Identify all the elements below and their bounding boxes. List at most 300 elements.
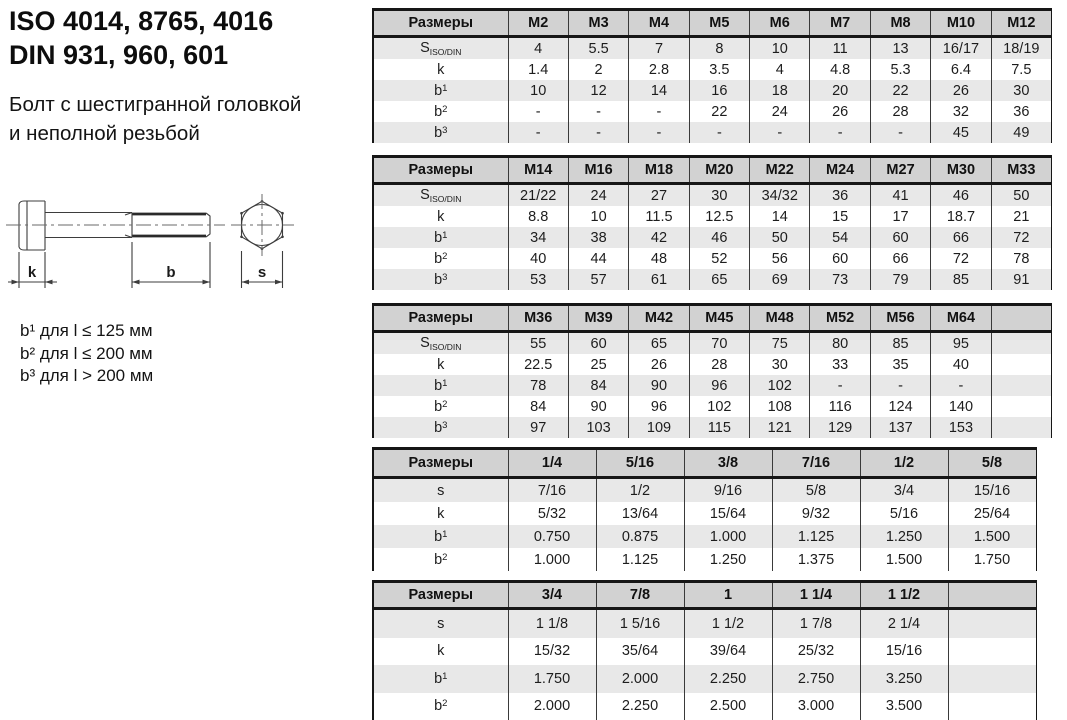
title-iso: ISO 4014, 8765, 4016 <box>9 6 274 36</box>
value-cell <box>948 665 1036 693</box>
value-cell: 25 <box>568 354 628 375</box>
table-row <box>373 59 1052 80</box>
value-cell: - <box>629 122 689 143</box>
value-cell: 84 <box>508 396 568 417</box>
value-cell: 46 <box>689 227 749 248</box>
value-cell: 1 5/16 <box>596 609 684 638</box>
dimension-table <box>372 580 1037 720</box>
table-row <box>373 206 1052 227</box>
value-cell: 3.250 <box>860 665 948 693</box>
value-cell <box>991 417 1051 438</box>
value-cell: 84 <box>568 375 628 396</box>
value-cell: 3.500 <box>860 693 948 720</box>
value-cell: 85 <box>931 269 991 290</box>
column-header-cell: 5/16 <box>596 449 684 478</box>
value-cell: 15/64 <box>684 502 772 525</box>
column-header-cell: 1/2 <box>860 449 948 478</box>
value-cell: - <box>870 375 930 396</box>
value-cell: 32 <box>931 101 991 122</box>
value-cell: 27 <box>629 184 689 207</box>
value-cell: 21 <box>991 206 1051 227</box>
value-cell: 35/64 <box>596 638 684 666</box>
value-cell: 36 <box>991 101 1051 122</box>
value-cell: 55 <box>508 332 568 355</box>
value-cell: - <box>568 101 628 122</box>
row-label-cell: $b^1$ <box>434 377 448 394</box>
column-header-cell: M33 <box>991 157 1051 184</box>
column-header-cell: M2 <box>508 10 568 37</box>
row-label-cell: $b^1$ <box>434 229 448 246</box>
value-cell: 1 1/8 <box>508 609 596 638</box>
column-header-cell: M4 <box>629 10 689 37</box>
row-label-cell: $b^2$ <box>434 103 448 120</box>
value-cell: 24 <box>750 101 810 122</box>
value-cell: 0.875 <box>596 525 684 548</box>
table-row <box>373 332 1052 355</box>
column-header-cell: M7 <box>810 10 870 37</box>
value-cell: 10 <box>568 206 628 227</box>
value-cell: 30 <box>750 354 810 375</box>
value-cell: 2.000 <box>596 665 684 693</box>
length-notes <box>20 320 153 388</box>
value-cell: 54 <box>810 227 870 248</box>
value-cell: 73 <box>810 269 870 290</box>
table-row <box>373 227 1052 248</box>
value-cell: 1.375 <box>772 548 860 571</box>
table-row <box>373 638 1036 666</box>
table-header-row <box>373 305 1052 332</box>
value-cell: 2.500 <box>684 693 772 720</box>
table-row <box>373 478 1036 503</box>
table-m14-m33 <box>372 155 1052 290</box>
value-cell: 1/2 <box>596 478 684 503</box>
column-header-cell: 7/8 <box>596 582 684 609</box>
value-cell: 5/8 <box>772 478 860 503</box>
value-cell: 3.000 <box>772 693 860 720</box>
value-cell <box>991 375 1051 396</box>
column-header-cell: M3 <box>568 10 628 37</box>
value-cell: 12.5 <box>689 206 749 227</box>
value-cell: 4 <box>750 59 810 80</box>
column-header-cell: 3/8 <box>684 449 772 478</box>
value-cell: 9/32 <box>772 502 860 525</box>
value-cell: 57 <box>568 269 628 290</box>
column-header-cell: M20 <box>689 157 749 184</box>
value-cell: 69 <box>750 269 810 290</box>
row-label-cell: $b^3$ <box>434 419 448 436</box>
row-label-cell: s <box>437 615 445 632</box>
table-row <box>373 248 1052 269</box>
table-row <box>373 665 1036 693</box>
row-label-cell: $b^2$ <box>434 698 448 715</box>
value-cell: 2.750 <box>772 665 860 693</box>
value-cell: 15/16 <box>948 478 1036 503</box>
column-header-cell: M56 <box>870 305 930 332</box>
column-header-cell: 3/4 <box>508 582 596 609</box>
value-cell: 0.750 <box>508 525 596 548</box>
dimension-b <box>132 242 210 288</box>
dimension-k <box>8 252 57 288</box>
value-cell: 72 <box>931 248 991 269</box>
value-cell: 52 <box>689 248 749 269</box>
row-label-cell: $b^2$ <box>434 250 448 267</box>
dim-label-b: b <box>166 264 176 281</box>
value-cell: 1.500 <box>948 525 1036 548</box>
value-cell: 6.4 <box>931 59 991 80</box>
value-cell: 95 <box>931 332 991 355</box>
value-cell: 50 <box>991 184 1051 207</box>
value-cell: 38 <box>568 227 628 248</box>
value-cell: 33 <box>810 354 870 375</box>
value-cell: 26 <box>931 80 991 101</box>
table-row <box>373 122 1052 143</box>
value-cell: 36 <box>810 184 870 207</box>
table-row <box>373 396 1052 417</box>
value-cell: 5/32 <box>508 502 596 525</box>
value-cell: 129 <box>810 417 870 438</box>
value-cell <box>948 609 1036 638</box>
value-cell: 1.125 <box>772 525 860 548</box>
table-row <box>373 80 1052 101</box>
value-cell: 16/17 <box>931 37 991 60</box>
value-cell: 1.4 <box>508 59 568 80</box>
table-row <box>373 693 1036 720</box>
value-cell: 61 <box>629 269 689 290</box>
value-cell: 41 <box>870 184 930 207</box>
value-cell: 60 <box>870 227 930 248</box>
row-label-cell: k <box>437 208 445 225</box>
value-cell: 15 <box>810 206 870 227</box>
value-cell: 12 <box>568 80 628 101</box>
table-m36-m64 <box>372 303 1052 438</box>
size-header-cell: Размеры <box>408 310 474 326</box>
column-header-cell: M12 <box>991 10 1051 37</box>
value-cell: 14 <box>750 206 810 227</box>
value-cell: 39/64 <box>684 638 772 666</box>
value-cell: 2.8 <box>629 59 689 80</box>
bolt-technical-drawing-icon <box>0 185 330 317</box>
value-cell: 18/19 <box>991 37 1051 60</box>
column-header-cell: M5 <box>689 10 749 37</box>
value-cell: 137 <box>870 417 930 438</box>
value-cell: 65 <box>629 332 689 355</box>
value-cell: 90 <box>568 396 628 417</box>
table-inch-large <box>372 580 1037 720</box>
value-cell: 79 <box>870 269 930 290</box>
table-row <box>373 375 1052 396</box>
value-cell: 11.5 <box>629 206 689 227</box>
column-header-cell: M64 <box>931 305 991 332</box>
value-cell: 35 <box>870 354 930 375</box>
column-header-cell: M42 <box>629 305 689 332</box>
value-cell: 1.000 <box>508 548 596 571</box>
value-cell: 13/64 <box>596 502 684 525</box>
value-cell: 85 <box>870 332 930 355</box>
value-cell: 49 <box>991 122 1051 143</box>
column-header-cell <box>991 305 1051 332</box>
value-cell: - <box>568 122 628 143</box>
value-cell: 96 <box>689 375 749 396</box>
table-header-row <box>373 582 1036 609</box>
value-cell: 13 <box>870 37 930 60</box>
value-cell: 78 <box>991 248 1051 269</box>
subtitle-line-2: и неполной резьбой <box>9 122 200 145</box>
table-m2-m12 <box>372 8 1052 143</box>
subtitle-line-1: Болт с шестигранной головкой <box>9 93 302 116</box>
value-cell: 102 <box>689 396 749 417</box>
value-cell: 24 <box>568 184 628 207</box>
value-cell <box>991 396 1051 417</box>
table-row <box>373 354 1052 375</box>
value-cell: 1 7/8 <box>772 609 860 638</box>
value-cell: 97 <box>508 417 568 438</box>
value-cell: 4.8 <box>810 59 870 80</box>
value-cell: - <box>508 122 568 143</box>
value-cell: 70 <box>689 332 749 355</box>
value-cell: 1 1/2 <box>684 609 772 638</box>
value-cell: - <box>689 122 749 143</box>
column-header-cell: 1 1/2 <box>860 582 948 609</box>
table-row <box>373 101 1052 122</box>
table-row <box>373 502 1036 525</box>
column-header-cell: M10 <box>931 10 991 37</box>
note-b3: b³ для l > 200 мм <box>20 366 154 385</box>
value-cell: 5.5 <box>568 37 628 60</box>
table-inch-small <box>372 447 1037 571</box>
value-cell: - <box>931 375 991 396</box>
column-header-cell: M27 <box>870 157 930 184</box>
table-header-row <box>373 449 1036 478</box>
row-label-cell: k <box>437 643 445 660</box>
value-cell: 20 <box>810 80 870 101</box>
value-cell: 75 <box>750 332 810 355</box>
value-cell: 121 <box>750 417 810 438</box>
value-cell: 91 <box>991 269 1051 290</box>
table-row <box>373 525 1036 548</box>
size-header-cell: Размеры <box>408 587 474 603</box>
row-label-cell: k <box>437 61 445 78</box>
value-cell: 7/16 <box>508 478 596 503</box>
table-row <box>373 417 1052 438</box>
column-header-cell: M18 <box>629 157 689 184</box>
value-cell: 10 <box>750 37 810 60</box>
row-label-cell: $b^1$ <box>434 670 448 687</box>
note-b1: b¹ для l ≤ 125 мм <box>20 321 153 340</box>
table-row <box>373 269 1052 290</box>
row-label-cell: k <box>437 505 445 522</box>
value-cell: 1.250 <box>860 525 948 548</box>
table-row <box>373 37 1052 60</box>
value-cell: 90 <box>629 375 689 396</box>
column-header-cell <box>948 582 1036 609</box>
value-cell: 2.000 <box>508 693 596 720</box>
table-row <box>373 609 1036 638</box>
value-cell: 45 <box>931 122 991 143</box>
value-cell: 25/64 <box>948 502 1036 525</box>
value-cell: 28 <box>689 354 749 375</box>
value-cell <box>991 332 1051 355</box>
value-cell: - <box>508 101 568 122</box>
value-cell: 34 <box>508 227 568 248</box>
row-label-cell: $b^3$ <box>434 271 448 288</box>
value-cell: 21/22 <box>508 184 568 207</box>
value-cell: 8.8 <box>508 206 568 227</box>
value-cell: 7 <box>629 37 689 60</box>
column-header-cell: M24 <box>810 157 870 184</box>
value-cell: 1.125 <box>596 548 684 571</box>
value-cell <box>991 354 1051 375</box>
column-header-cell: M8 <box>870 10 930 37</box>
value-cell: 16 <box>689 80 749 101</box>
value-cell: 72 <box>991 227 1051 248</box>
column-header-cell: M14 <box>508 157 568 184</box>
value-cell: 28 <box>870 101 930 122</box>
value-cell: 48 <box>629 248 689 269</box>
row-label-cell: $b^1$ <box>434 528 448 545</box>
value-cell: 3/4 <box>860 478 948 503</box>
column-header-cell: M22 <box>750 157 810 184</box>
row-label-cell: k <box>437 356 445 373</box>
value-cell: 14 <box>629 80 689 101</box>
value-cell: 60 <box>568 332 628 355</box>
value-cell: 9/16 <box>684 478 772 503</box>
dimension-table <box>372 303 1052 438</box>
value-cell: 30 <box>991 80 1051 101</box>
value-cell: 124 <box>870 396 930 417</box>
value-cell: 40 <box>931 354 991 375</box>
value-cell <box>948 693 1036 720</box>
value-cell: 15/16 <box>860 638 948 666</box>
value-cell: 2 1/4 <box>860 609 948 638</box>
value-cell: 11 <box>810 37 870 60</box>
value-cell: 18.7 <box>931 206 991 227</box>
note-b2: b² для l ≤ 200 мм <box>20 343 153 363</box>
table-row <box>373 184 1052 207</box>
page-title <box>9 4 273 72</box>
value-cell: - <box>750 122 810 143</box>
value-cell: 53 <box>508 269 568 290</box>
value-cell <box>948 638 1036 666</box>
value-cell: 15/32 <box>508 638 596 666</box>
value-cell: - <box>870 122 930 143</box>
table-row <box>373 548 1036 571</box>
table-header-row <box>373 157 1052 184</box>
value-cell: 1.750 <box>508 665 596 693</box>
value-cell: 7.5 <box>991 59 1051 80</box>
value-cell: 1.000 <box>684 525 772 548</box>
row-label-cell: $b^2$ <box>434 551 448 568</box>
subtitle <box>9 90 301 148</box>
value-cell: 22 <box>870 80 930 101</box>
value-cell: - <box>810 122 870 143</box>
dimension-table <box>372 155 1052 290</box>
value-cell: 116 <box>810 396 870 417</box>
row-label-cell: $S_{ISO/DIN}$ <box>420 335 462 352</box>
value-cell: 66 <box>870 248 930 269</box>
value-cell: 17 <box>870 206 930 227</box>
row-label-cell: $S_{ISO/DIN}$ <box>420 40 462 57</box>
dimension-table <box>372 8 1052 143</box>
value-cell: 22.5 <box>508 354 568 375</box>
value-cell: 5.3 <box>870 59 930 80</box>
column-header-cell: M48 <box>750 305 810 332</box>
value-cell: 78 <box>508 375 568 396</box>
value-cell: 26 <box>629 354 689 375</box>
row-label-cell: $b^2$ <box>434 398 448 415</box>
value-cell: 2 <box>568 59 628 80</box>
size-header-cell: Размеры <box>408 455 474 471</box>
value-cell: 2.250 <box>596 693 684 720</box>
value-cell: 18 <box>750 80 810 101</box>
value-cell: 103 <box>568 417 628 438</box>
column-header-cell: 1 1/4 <box>772 582 860 609</box>
row-label-cell: $S_{ISO/DIN}$ <box>420 187 462 204</box>
value-cell: - <box>810 375 870 396</box>
column-header-cell: M36 <box>508 305 568 332</box>
value-cell: 5/16 <box>860 502 948 525</box>
value-cell: 65 <box>689 269 749 290</box>
value-cell: 1.500 <box>860 548 948 571</box>
column-header-cell: M45 <box>689 305 749 332</box>
row-label-cell: $b^3$ <box>434 124 448 141</box>
value-cell: 10 <box>508 80 568 101</box>
value-cell: 46 <box>931 184 991 207</box>
column-header-cell: M30 <box>931 157 991 184</box>
value-cell: 4 <box>508 37 568 60</box>
dimension-table <box>372 447 1037 571</box>
title-din: DIN 931, 960, 601 <box>9 40 229 70</box>
value-cell: 1.250 <box>684 548 772 571</box>
value-cell: 50 <box>750 227 810 248</box>
row-label-cell: s <box>437 482 445 499</box>
column-header-cell: 1/4 <box>508 449 596 478</box>
size-header-cell: Размеры <box>408 162 474 178</box>
value-cell: 80 <box>810 332 870 355</box>
value-cell: 44 <box>568 248 628 269</box>
value-cell: 66 <box>931 227 991 248</box>
value-cell: 34/32 <box>750 184 810 207</box>
column-header-cell: 7/16 <box>772 449 860 478</box>
column-header-cell: M6 <box>750 10 810 37</box>
dim-label-s: s <box>257 264 267 281</box>
value-cell: 25/32 <box>772 638 860 666</box>
dimension-s <box>242 251 283 288</box>
size-header-cell: Размеры <box>408 15 474 31</box>
value-cell: 60 <box>810 248 870 269</box>
value-cell: 2.250 <box>684 665 772 693</box>
column-header-cell: M52 <box>810 305 870 332</box>
column-header-cell: 1 <box>684 582 772 609</box>
row-label-cell: $b^1$ <box>434 82 448 99</box>
value-cell: 3.5 <box>689 59 749 80</box>
value-cell: 40 <box>508 248 568 269</box>
value-cell: - <box>629 101 689 122</box>
table-header-row <box>373 10 1052 37</box>
column-header-cell: M39 <box>568 305 628 332</box>
value-cell: 102 <box>750 375 810 396</box>
value-cell: 26 <box>810 101 870 122</box>
value-cell: 109 <box>629 417 689 438</box>
value-cell: 153 <box>931 417 991 438</box>
column-header-cell: M16 <box>568 157 628 184</box>
hex-head-end-view <box>231 194 294 256</box>
value-cell: 1.750 <box>948 548 1036 571</box>
value-cell: 96 <box>629 396 689 417</box>
column-header-cell: 5/8 <box>948 449 1036 478</box>
value-cell: 56 <box>750 248 810 269</box>
value-cell: 30 <box>689 184 749 207</box>
bolt-drawing <box>0 185 330 317</box>
